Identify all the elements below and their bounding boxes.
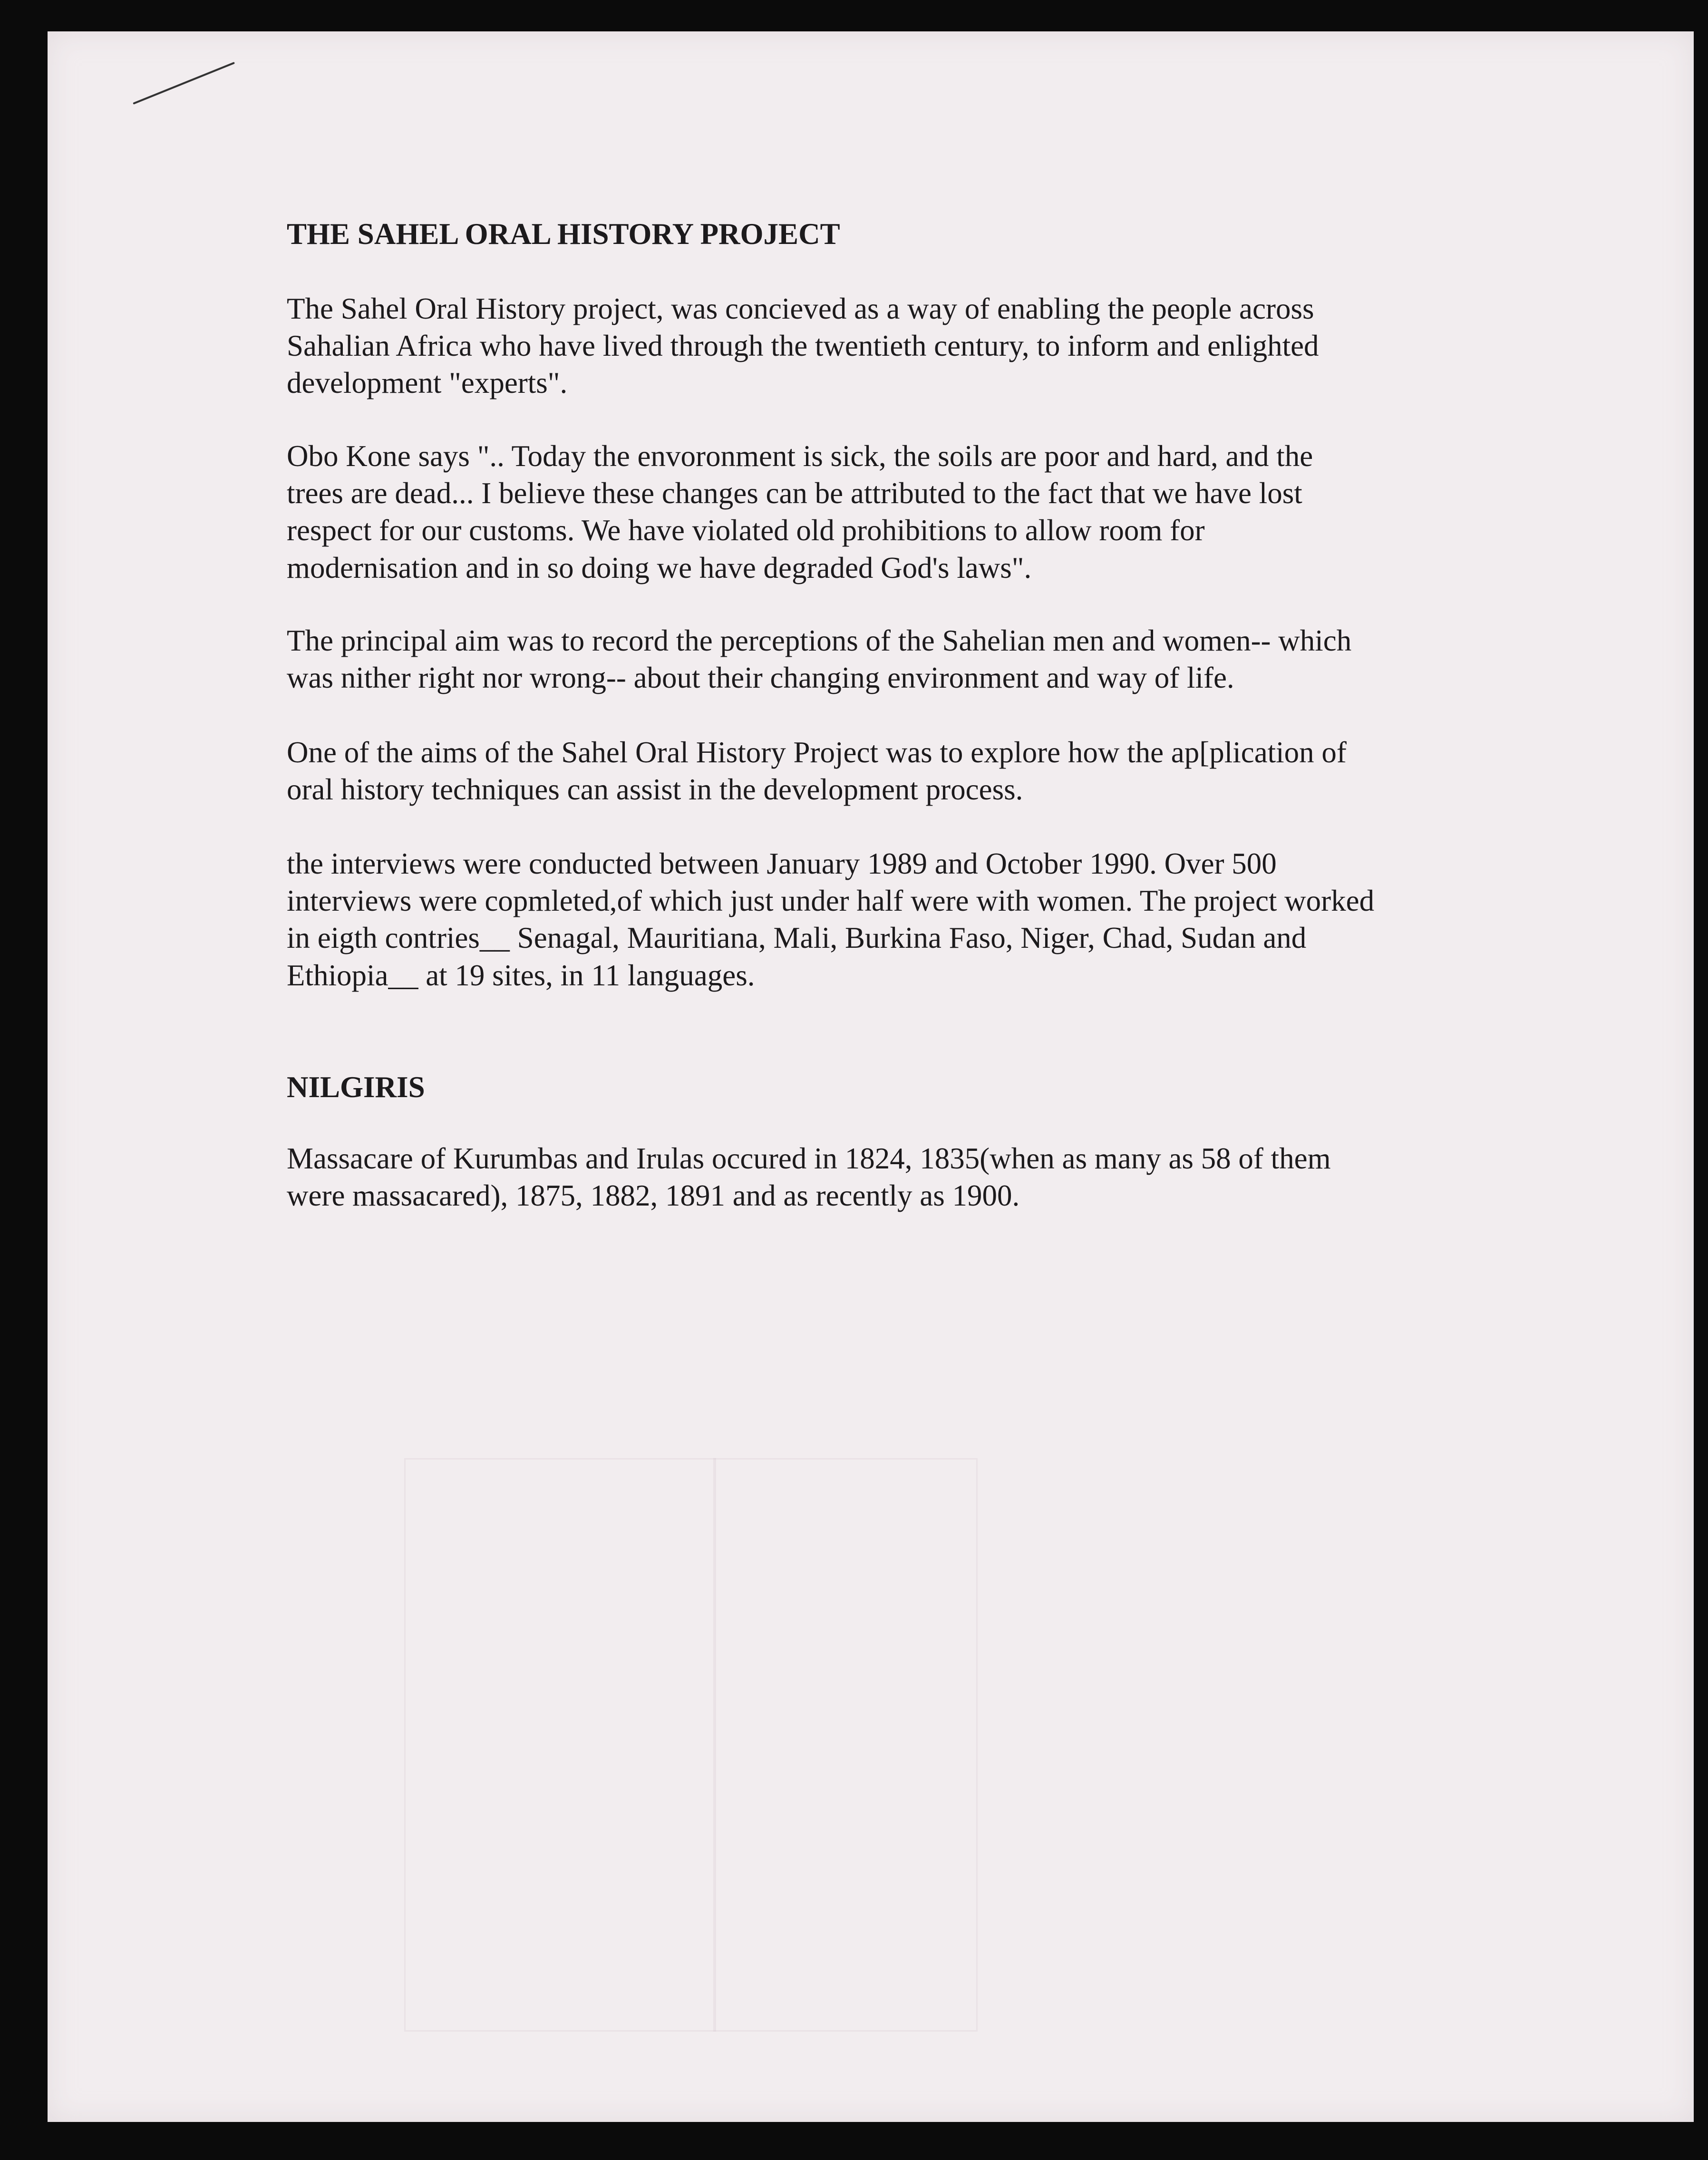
bleed-through-table-divider [713,1458,716,2032]
paragraph-aims-explore: One of the aims of the Sahel Oral History Project was to explore how the ap[plication of oral history techniques can assist in the development process. [287,736,1347,807]
heading-nilgiris: NILGIRIS [287,1070,425,1104]
paragraph-intro: The Sahel Oral History project, was concieved as a way of enabling the people across Sahalian Africa who have lived through the twentieth century, to inform and enlighted development "experts". [287,292,1319,400]
paragraph-quote: Obo Kone says ".. Today the envoronment is sick, the soils are poor and hard, and the trees are dead... I believe these changes can be attributed to the fact that we have lost respect for our customs. We have violated old prohibitions to allow room for modernisation and in so doing we have degraded God's laws". [287,439,1313,584]
pen-mark [133,62,235,105]
paragraph-interviews: the interviews were conducted between January 1989 and October 1990. Over 500 interviews were copmleted,of which just under half were with women. The project worked in eigth contries__ Senagal, Mauritiana, Mali, Burkina Faso, Niger, Chad, Sudan and Ethiopia__ at 19 sites, in 11 languages. [287,847,1375,992]
heading-sahel: THE SAHEL ORAL HISTORY PROJECT [287,217,840,251]
paragraph-aim: The principal aim was to record the perceptions of the Sahelian men and women-- which was nither right nor wrong-- about their changing environment and way of life. [287,624,1352,695]
bleed-through-table [404,1458,978,2032]
paragraph-nilgiris: Massacare of Kurumbas and Irulas occured in 1824, 1835(when as many as 58 of them were massacared), 1875, 1882, 1891 and as recently as 1900. [287,1142,1331,1213]
